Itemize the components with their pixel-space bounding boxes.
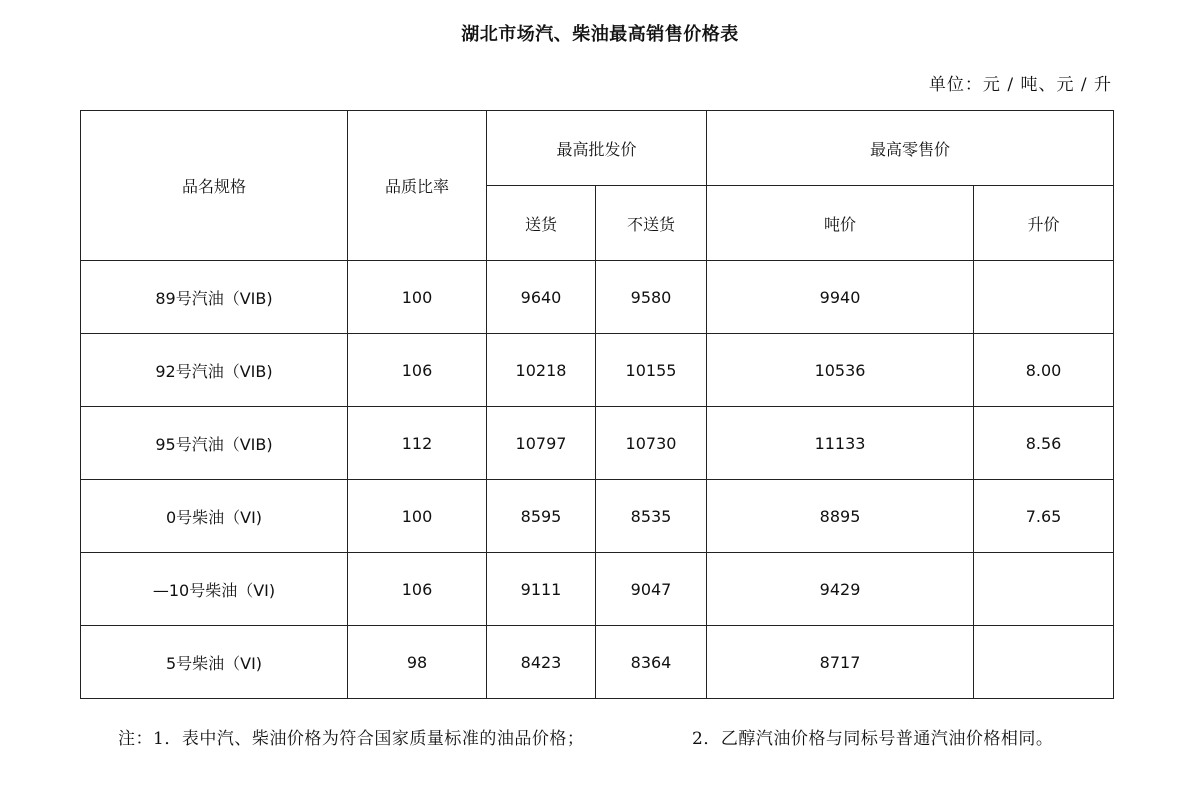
price-table — [80, 110, 1114, 699]
cell-ratio: 100 — [348, 261, 487, 334]
footnote-2: 2．乙醇汽油价格与同标号普通汽油价格相同。 — [692, 729, 1054, 749]
table-row — [81, 553, 1114, 626]
cell-delivery: 9640 — [487, 261, 596, 334]
cell-per-ton: 8717 — [707, 626, 974, 699]
cell-name: 0号柴油（VI) — [81, 480, 348, 553]
footnote-1: 注：1．表中汽、柴油价格为符合国家质量标准的油品价格； — [118, 729, 585, 749]
cell-no-delivery: 8364 — [596, 626, 707, 699]
header-ratio: 品质比率 — [348, 111, 487, 261]
cell-per-liter — [974, 261, 1114, 334]
cell-no-delivery: 8535 — [596, 480, 707, 553]
cell-name: 5号柴油（VI) — [81, 626, 348, 699]
cell-name: 92号汽油（VIB) — [81, 334, 348, 407]
cell-per-liter: 8.56 — [974, 407, 1114, 480]
header-retail: 最高零售价 — [707, 111, 1114, 186]
header-row-1 — [81, 111, 1114, 186]
cell-name: 89号汽油（VIB) — [81, 261, 348, 334]
cell-ratio: 100 — [348, 480, 487, 553]
cell-delivery: 8595 — [487, 480, 596, 553]
page-title: 湖北市场汽、柴油最高销售价格表 — [461, 24, 739, 45]
cell-name: —10号柴油（VI) — [81, 553, 348, 626]
header-no-delivery: 不送货 — [596, 186, 707, 261]
cell-ratio: 106 — [348, 334, 487, 407]
cell-delivery: 10797 — [487, 407, 596, 480]
cell-per-liter — [974, 626, 1114, 699]
cell-per-liter — [974, 553, 1114, 626]
cell-delivery: 9111 — [487, 553, 596, 626]
cell-per-ton: 9429 — [707, 553, 974, 626]
table-row — [81, 407, 1114, 480]
cell-per-liter: 7.65 — [974, 480, 1114, 553]
header-per-liter: 升价 — [974, 186, 1114, 261]
cell-ratio: 98 — [348, 626, 487, 699]
cell-per-liter: 8.00 — [974, 334, 1114, 407]
cell-no-delivery: 10730 — [596, 407, 707, 480]
header-name: 品名规格 — [81, 111, 348, 261]
table-row — [81, 626, 1114, 699]
cell-per-ton: 9940 — [707, 261, 974, 334]
header-delivery: 送货 — [487, 186, 596, 261]
table-row — [81, 261, 1114, 334]
table-row — [81, 334, 1114, 407]
cell-per-ton: 10536 — [707, 334, 974, 407]
cell-no-delivery: 10155 — [596, 334, 707, 407]
header-wholesale: 最高批发价 — [487, 111, 707, 186]
cell-delivery: 10218 — [487, 334, 596, 407]
cell-no-delivery: 9047 — [596, 553, 707, 626]
cell-no-delivery: 9580 — [596, 261, 707, 334]
header-per-ton: 吨价 — [707, 186, 974, 261]
cell-ratio: 112 — [348, 407, 487, 480]
cell-per-ton: 11133 — [707, 407, 974, 480]
cell-name: 95号汽油（VIB) — [81, 407, 348, 480]
cell-ratio: 106 — [348, 553, 487, 626]
cell-per-ton: 8895 — [707, 480, 974, 553]
cell-delivery: 8423 — [487, 626, 596, 699]
unit-label: 单位：元 / 吨、元 / 升 — [928, 75, 1112, 95]
table-row — [81, 480, 1114, 553]
